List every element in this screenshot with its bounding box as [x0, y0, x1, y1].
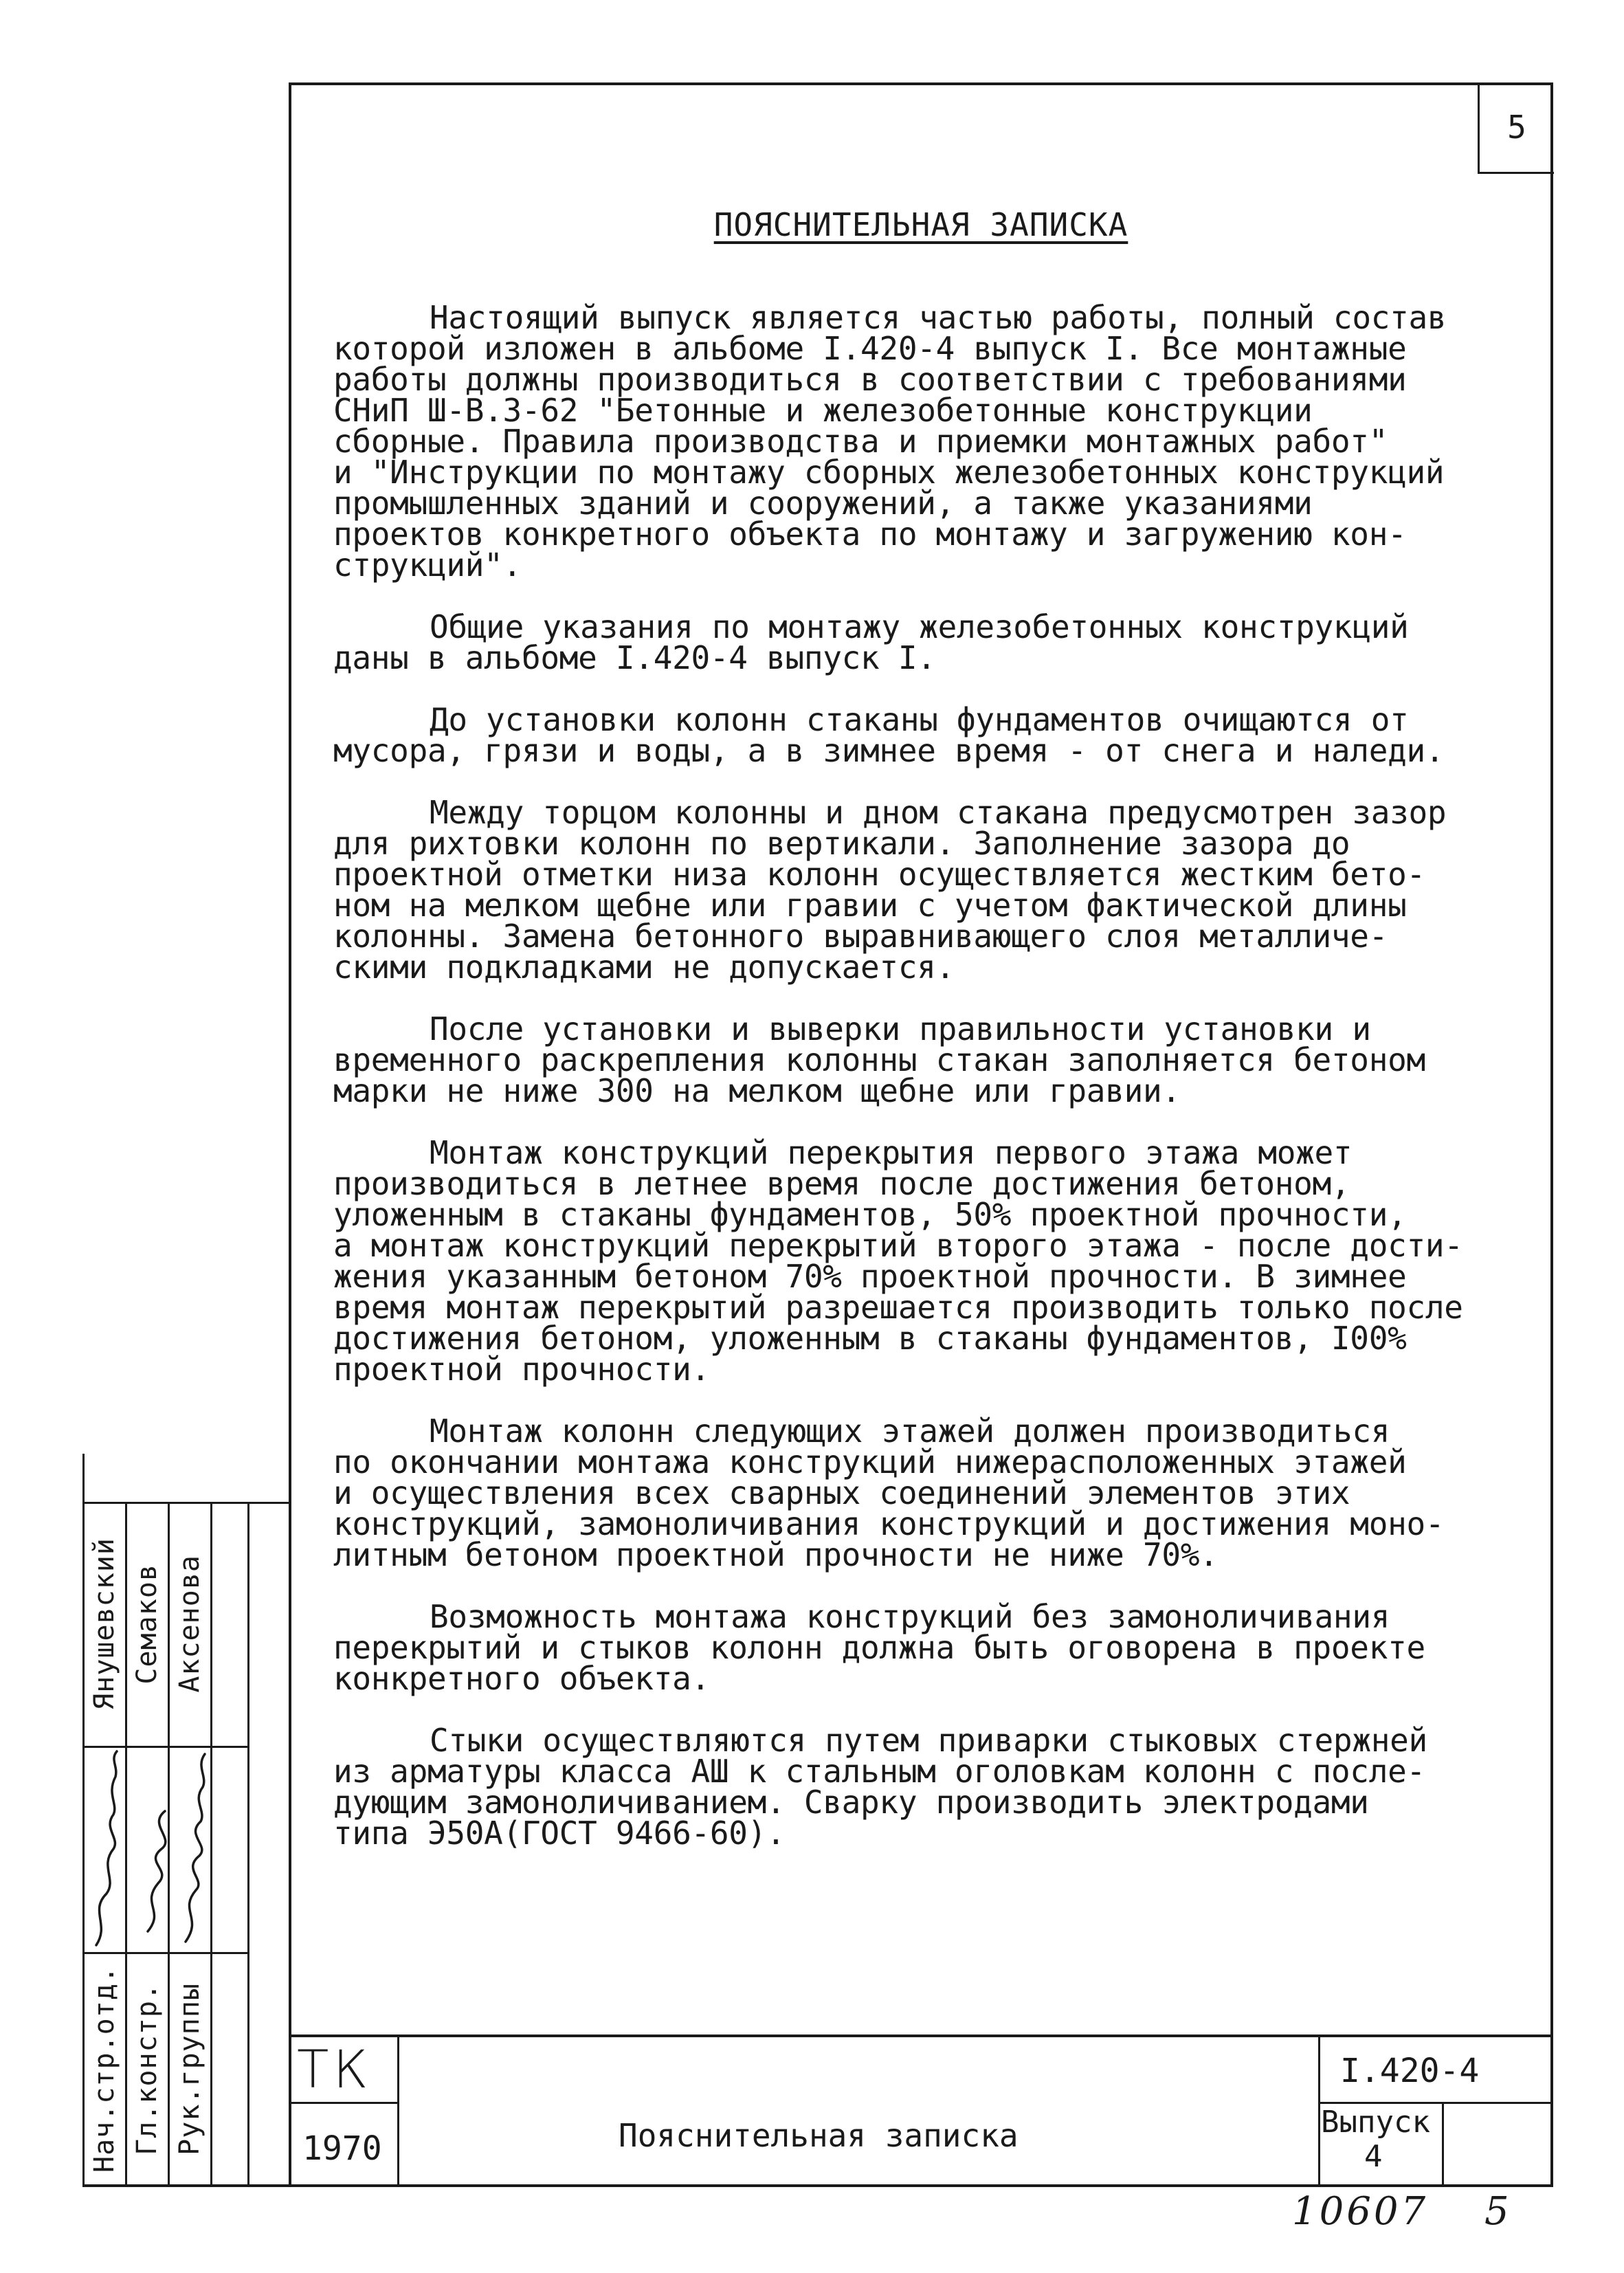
document-title: [289, 206, 1553, 243]
side-name-1: [84, 1505, 125, 1742]
title-block-vline-3: [1442, 2102, 1444, 2186]
side-role-2: [126, 1955, 168, 2182]
frame-left-line: [289, 82, 291, 2187]
title-block-mid-left-line: [289, 2102, 399, 2104]
page-number-box: [1478, 82, 1554, 174]
side-role-3-text: Рук.группы: [174, 1982, 205, 2155]
title-block-vline-2: [1318, 2034, 1320, 2186]
side-role-2-text: Гл.констр.: [131, 1982, 163, 2155]
title-block-title: Пояснительная записка: [619, 2117, 1019, 2154]
side-role-1-text: Нач.стр.отд.: [89, 1965, 120, 2173]
signature-1: [96, 1751, 117, 1945]
side-name-2-text: Семаков: [131, 1563, 163, 1685]
side-stamp-vline-4: [247, 1502, 249, 2186]
paragraph-9: Стыки осуществляются путем приварки стыковых стержней из арматуры класса АШ к стальным оголовкам колонн с после- дующим замоноличиванием. Сварку производить электродами типа Э50А(ГОСТ 9466-60).: [333, 1722, 1427, 1852]
side-stamp-roles-line: [82, 1952, 247, 1954]
paragraph-6: Монтаж конструкций перекрытия первого этажа может производиться в летнее время после достижения бетоном, уложенным в стаканы фундаментов, 50% проектной прочности, а монтаж конструкций перекрытий второго этажа - после дости- жения указанным бетоном 70% проектной прочности. В зимнее время монтаж перекрытий разрешается производить только после достижения бетоном, уложенным в стаканы фундаментов, I00% проектной прочности.: [333, 1134, 1463, 1388]
side-name-3: [169, 1505, 210, 1742]
document-title-text: ПОЯСНИТЕЛЬНАЯ ЗАПИСКА: [713, 206, 1128, 243]
side-role-3: [169, 1955, 210, 2182]
paragraph-4: Между торцом колонны и дном стакана предусмотрен зазор для рихтовки колонн по вертикали. Заполнение зазора до проектной отметки низа колонн осуществляется жестким бето- ном на мелком щебне или гравии с учетом фактической длины колонны. Замена бетонного выравнивающего слоя металличе- скими подкладками не допускается.: [333, 794, 1447, 986]
title-block-issue-number: 4: [1364, 2139, 1383, 2174]
handwritten-number: 10607: [1292, 2189, 1429, 2234]
signature-2: [148, 1811, 166, 1931]
side-role-1: [84, 1955, 125, 2182]
title-block-year: 1970: [302, 2129, 382, 2168]
title-block-issue-label: Выпуск: [1321, 2105, 1430, 2140]
side-name-1-text: Янушевский: [89, 1538, 120, 1710]
side-name-3-text: Аксенова: [174, 1555, 205, 1693]
handwritten-archive-number: [1292, 2189, 1512, 2234]
paragraph-2: Общие указания по монтажу железобетонных конструкций даны в альбоме I.420-4 выпуск I.: [333, 608, 1409, 676]
frame-top-line: [289, 82, 1553, 85]
handwritten-page: 5: [1484, 2189, 1512, 2234]
signatures: [82, 1746, 213, 1952]
side-stamp-top-line: [82, 1502, 289, 1504]
frame-bottom-line: [82, 2184, 1553, 2187]
page-number: 5: [1507, 109, 1526, 146]
side-name-2: [126, 1505, 168, 1742]
title-block-org: ТК: [297, 2039, 372, 2100]
paragraph-7: Монтаж колонн следующих этажей должен производиться по окончании монтажа конструкций нижерасположенных этажей и осуществления всех сварных соединений элементов этих конструкций, замоноличивания конструкций и достижения моно- литным бетоном проектной прочности не ниже 70%.: [333, 1412, 1445, 1573]
signature-3: [186, 1754, 205, 1942]
paragraph-1: Настоящий выпуск является частью работы, полный состав которой изложен в альбоме I.420-4 выпуск I. Все монтажные работы должны производиться в соответствии с требованиями СНиП Ш-В.3-62 "Бетонные и железобетонные конструкции сборные. Правила производства и приемки монтажных работ" и "Инструкции по монтажу сборных железобетонных конструкций промышленных зданий и сооружений, а также указаниями проектов конкретного объекта по монтажу и загружению кон- струкций".: [333, 299, 1447, 584]
paragraph-5: После установки и выверки правильности установки и временного раскрепления колонны стакан заполняется бетоном марки не ниже 300 на мелком щебне или гравии.: [333, 1010, 1425, 1109]
title-block-vline-1: [397, 2034, 399, 2186]
body-text: [333, 299, 1550, 1880]
title-block-mid-right-line: [1320, 2102, 1553, 2104]
paragraph-3: До установки колонн стаканы фундаментов очищаются от мусора, грязи и воды, а в зимнее время - от снега и наледи.: [333, 701, 1445, 769]
frame-right-line: [1550, 82, 1553, 2187]
title-block-top-line: [289, 2034, 1553, 2037]
title-block-series: I.420-4: [1340, 2052, 1480, 2090]
paragraph-8: Возможность монтажа конструкций без замоноличивания перекрытий и стыков колонн должна быть оговорена в проекте конкретного объекта.: [333, 1598, 1425, 1697]
